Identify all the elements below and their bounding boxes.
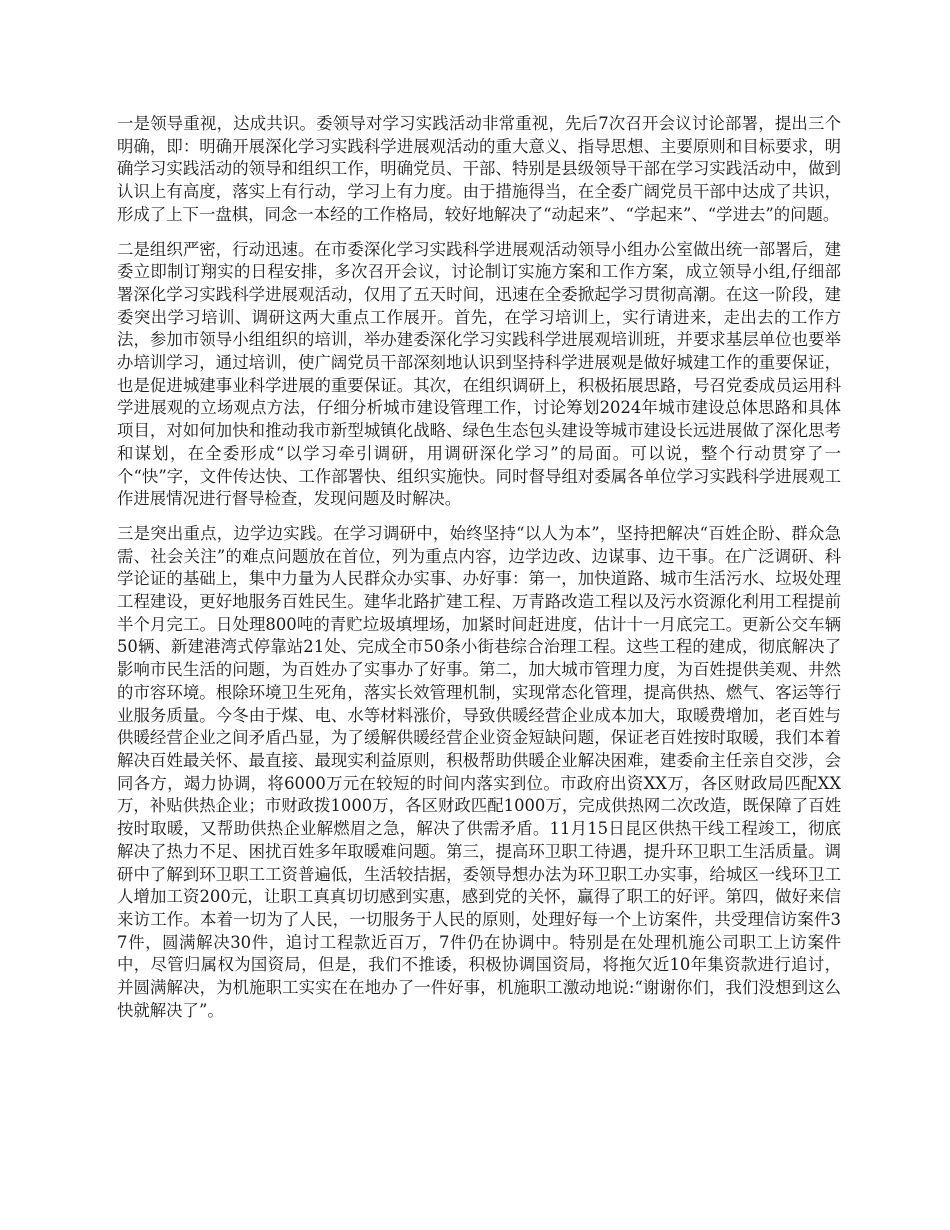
paragraph-leadership: 一是领导重视，达成共识。委领导对学习实践活动非常重视，先后7次召开会议讨论部署，提出三个明确，即：明确开展深化学习实践科学进展观活动的重大意义、指导思想、主要原则和目标要求，明确学习实践活动的领导和组织工作，明确党员、干部、特别是县级领导干部在学习实践活动中，做到认识上有高度，落实上有行动，学习上有力度。由于措施得当，在全委广阔党员干部中达成了共识，形成了上下一盘棋，同念一本经的工作格局，较好地解决了“动起来”、“学起来”、“学进去”的问题。 — [117, 114, 841, 224]
document-body — [117, 113, 841, 1034]
paragraph-organization: 二是组织严密，行动迅速。在市委深化学习实践科学进展观活动领导小组办公室做出统一部署后，建委立即制订翔实的日程安排，多次召开会议，讨论制订实施方案和工作方案，成立领导小组,仔细部署深化学习实践科学进展观活动，仅用了五天时间，迅速在全委掀起学习贯彻高潮。在这一阶段，建委突出学习培训、调研这两大重点工作展开。首先，在学习培训上，实行请进来，走出去的工作方法，参加市领导小组组织的培训，举办建委深化学习实践科学进展观培训班，并要求基层单位也要举办培训学习，通过培训，使广阔党员干部深刻地认识到坚持科学进展观是做好城建工作的重要保证，也是促进城建事业科学进展的重要保证。其次，在组织调研上，积极拓展思路，号召党委成员运用科学进展观的立场观点方法，仔细分析城市建设管理工作，讨论筹划2024年城市建设总体思路和具体项目，对如何加快和推动我市新型城镇化战略、绿色生态包头建设等城市建设长远进展做了深化思考和谋划，在全委形成“以学习牵引调研，用调研深化学习”的局面。可以说，整个行动贯穿了一个“快”字，文件传达快、工作部署快、组织实施快。同时督导组对委属各单位学习实践科学进展观工作进展情况进行督导检查，发现问题及时解决。 — [117, 239, 841, 509]
paragraph-practice: 三是突出重点，边学边实践。在学习调研中，始终坚持“以人为本”，坚持把解决“百姓企盼、群众急需、社会关注”的难点问题放在首位，列为重点内容，边学边改、边谋事、边干事。在广泛调研、科学论证的基础上，集中力量为人民群众办实事、办好事：第一，加快道路、城市生活污水、垃圾处理工程建设，更好地服务百姓民生。建华北路扩建工程、万青路改造工程以及污水资源化利用工程提前半个月完工。日处理800吨的青贮垃圾填埋场，加紧时间赶进度，估计十一月底完工。更新公交车辆50辆、新建港湾式停靠站21处、完成全市50条小街巷综合治理工程。这些工程的建成，彻底解决了影响市民生活的问题，为百姓办了实事办了好事。第二，加大城市管理力度，为百姓提供美观、井然的市容环境。根除环境卫生死角，落实长效管理机制，实现常态化管理，提高供热、燃气、客运等行业服务质量。今冬由于煤、电、水等材料涨价，导致供暖经营企业成本加大，取暖费增加，老百姓与供暖经营企业之间矛盾凸显，为了缓解供暖经营企业资金短缺问题，保证老百姓按时取暖，我们本着解决百姓最关怀、最直接、最现实利益原则，积极帮助供暖企业解决困难，建委俞主任亲自交涉，会同各方，竭力协调，将6000万元在较短的时间内落实到位。市政府出资XX万，各区财政局匹配XX万，补贴供热企业；市财政拨1000万，各区财政匹配1000万，完成供热网二次改造，既保障了百姓按时取暖，又帮助供热企业解燃眉之急，解决了供需矛盾。11月15日昆区供热干线工程竣工，彻底解决了热力不足、困扰百姓多年取暖难问题。第三，提高环卫职工待遇，提升环卫职工生活质量。调研中了解到环卫职工工资普遍低，生活较拮据，委领导想办法为环卫职工办实事，给城区一线环卫工人增加工资200元，让职工真真切切感到实惠，感到党的关怀，赢得了职工的好评。第四，做好来信来访工作。本着一切为了人民，一切服务于人民的原则，处理好每一个上访案件，共受理信访案件37件，圆满解决30件，追讨工程款近百万，7件仍在协调中。特别是在处理机施公司职工上访案件中，尽管归属权为国资局，但是，我们不推诿，积极协调国资局，将拖欠近10年集资款进行追讨，并圆满解决，为机施职工实实在在地办了一件好事，机施职工激动地说:“谢谢你们，我们没想到这么快就解决了”。 — [117, 523, 841, 1020]
